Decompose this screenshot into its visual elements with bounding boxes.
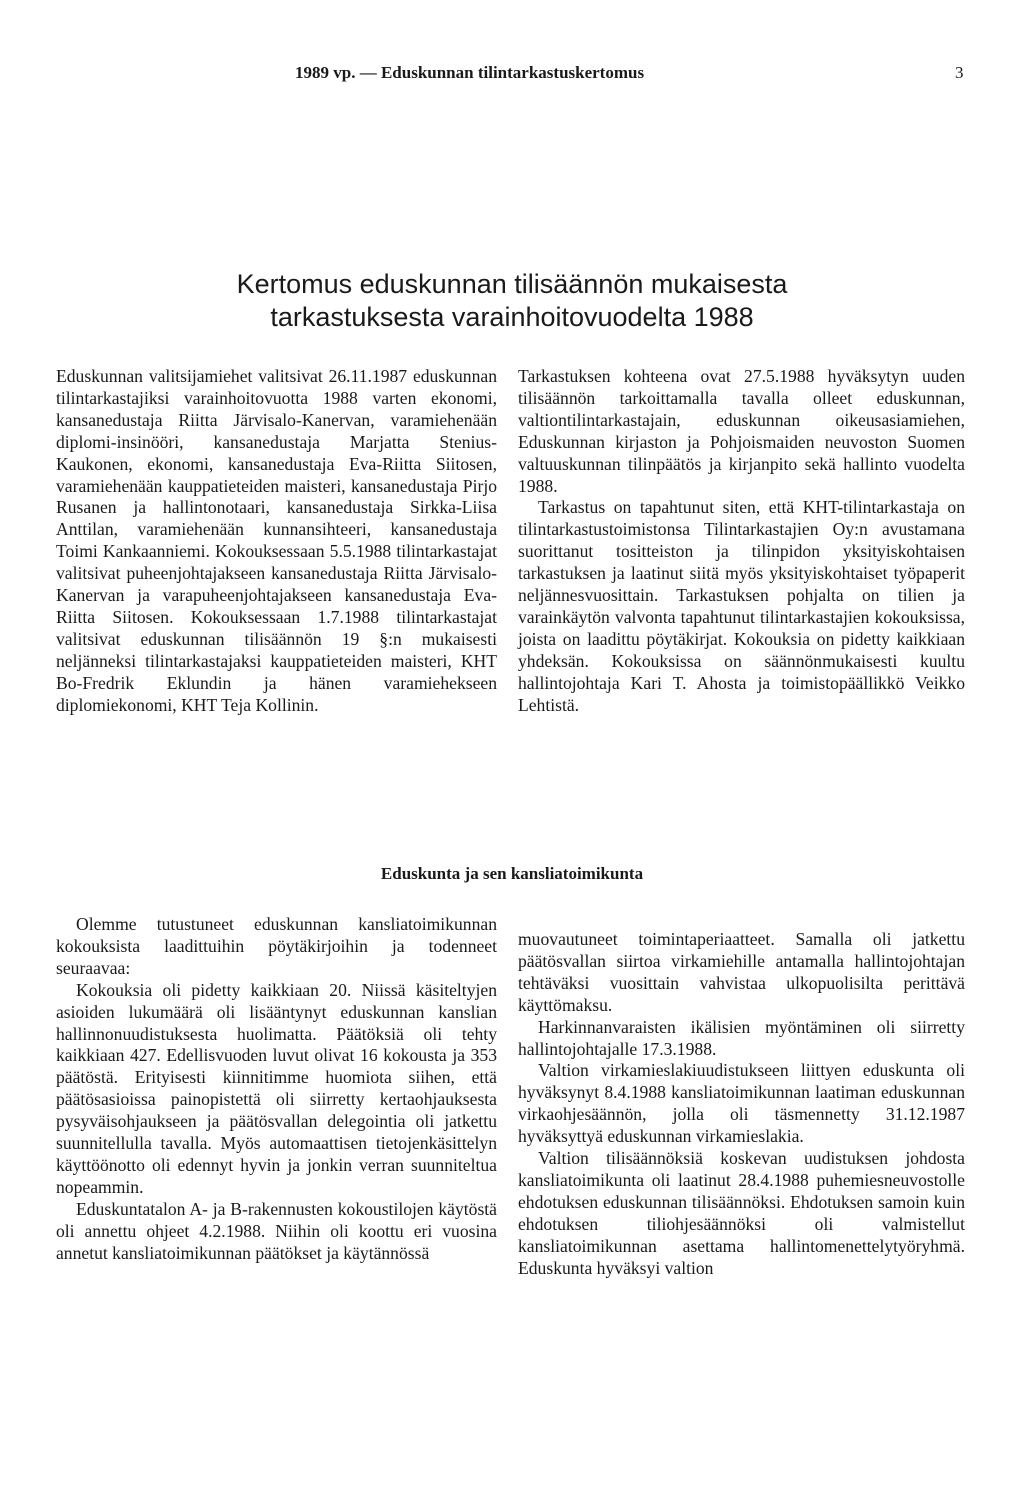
paragraph: Tarkastus on tapahtunut siten, että KHT-tilintarkastaja on tilintarkastustoimistonsa Tilintarkastajien Oy:n avustamana suorittanut tositteiston ja tilinpidon yksityiskohtaisen tarkastuksen ja laatinut siitä myös yksityiskohtaiset työpaperit neljännesvuosittain. Tarkastuksen pohjalta on tilien ja varainkäytön valvonta tapahtunut tilintarkastajien kokouksissa, joista on laadittu pöytäkirjat. Kokouksia on pidetty kaikkiaan yhdeksän. Kokouksissa on säännönmukaisesti kuultu hallintojohtaja Kari T. Ahosta ja toimistopäällikkö Veikko Lehtistä. bbox=[518, 497, 965, 715]
paragraph: Harkinnanvaraisten ikälisien myöntäminen oli siirretty hallintojohtajalle 17.3.1988. bbox=[518, 1016, 965, 1059]
document-title bbox=[0, 268, 1024, 334]
section2-right-column bbox=[518, 929, 965, 1280]
paragraph: Tarkastuksen kohteena ovat 27.5.1988 hyväksytyn uuden tilisäännön tarkoittamalla tavalla olleet eduskunnan, valtiontilintarkastajain, eduskunnan oikeusasiamiehen, Eduskunnan kirjaston ja Pohjoismaiden neuvoston Suomen valtuuskunnan tilinpäätös ja kirjanpito sekä hallinto vuodelta 1988. bbox=[518, 366, 965, 496]
section2-left-column bbox=[56, 914, 497, 1265]
paragraph: Kokouksia oli pidetty kaikkiaan 20. Niissä käsiteltyjen asioiden lukumäärä oli lisääntynyt eduskunnan kanslian hallinnonuudistuksesta huolimatta. Päätöksiä oli tehty kaikkiaan 427. Edellisvuoden luvut olivat 16 kokousta ja 353 päätöstä. Erityisesti kiinnitimme huomiota siihen, että päätösasioissa painopistettä oli siirretty kertaohjauksesta pysyväisohjaukseen ja päätösvallan delegointia oli jatkettu suunnitellulla tavalla. Myös automaattisen tietojenkäsittelyn käyttöönotto oli edennyt hyvin ja jonkin verran suunniteltua nopeammin. bbox=[56, 979, 497, 1197]
running-title: 1989 vp. — Eduskunnan tilintarkastuskertomus bbox=[295, 63, 645, 82]
section1-right-column bbox=[518, 366, 965, 717]
section-heading: Eduskunta ja sen kansliatoimikunta bbox=[380, 864, 644, 883]
paragraph: Olemme tutustuneet eduskunnan kansliatoimikunnan kokouksista laadittuihin pöytäkirjoihin ja todenneet seuraavaa: bbox=[56, 914, 497, 978]
title-line-1: Kertomus eduskunnan tilisäännön mukaisesta bbox=[236, 269, 788, 299]
paragraph: Valtion tilisäännöksiä koskevan uudistuksen johdosta kansliatoimikunta oli laatinut 28.4.1988 puhemiesneuvostolle ehdotuksen eduskunnan tilisäännöksi. Ehdotuksen samoin kuin ehdotuksen tiliohjesäännöksi oli valmistellut kansliatoimikunnan asettama hallintomenettelytyöryhmä. Eduskunta hyväksyi valtion bbox=[518, 1148, 965, 1278]
paragraph: Valtion virkamieslakiuudistukseen liittyen eduskunta oli hyväksynyt 8.4.1988 kansliatoimikunnan laatiman eduskunnan virkaohjesäännön, jolla oli täsmennetty 31.12.1987 hyväksyttyä eduskunnan virkamieslakia. bbox=[518, 1060, 965, 1147]
section1-left-column bbox=[56, 366, 497, 717]
paragraph: Eduskuntatalon A- ja B-rakennusten kokoustilojen käytöstä oli annettu ohjeet 4.2.1988. Niihin oli koottu eri vuosina annetut kansliatoimikunnan päätökset ja käytännössä bbox=[56, 1198, 497, 1263]
paragraph: muovautuneet toimintaperiaatteet. Samalla oli jatkettu päätösvallan siirtoa virkamiehille antamalla hallintojohtajan tehtäväksi vuosittain vahvistaa ulkopuolisilta perittävä käyttömaksu. bbox=[518, 929, 965, 1015]
page-number: 3 bbox=[955, 63, 964, 82]
paragraph: Eduskunnan valitsijamiehet valitsivat 26.11.1987 eduskunnan tilintarkastajiksi varainhoitovuotta 1988 varten ekonomi, kansanedustaja Riitta Järvisalo-Kanervan, varamiehenään diplomi-insinööri, kansanedustaja Marjatta Stenius-Kaukonen, ekonomi, kansanedustaja Eva-Riitta Siitosen, varamiehenään kauppatieteiden maisteri, kansanedustaja Pirjo Rusanen ja hallintonotaari, kansanedustaja Sirkka-Liisa Anttilan, varamiehenään kunnansihteeri, kansanedustaja Toimi Kankaanniemi. Kokouksessaan 5.5.1988 tilintarkastajat valitsivat puheenjohtajakseen kansanedustaja Riitta Järvisalo-Kanervan ja varapuheenjohtajakseen kansanedustaja Eva-Riitta Siitosen. Kokouksessaan 1.7.1988 tilintarkastajat valitsivat eduskunnan tilisäännön 19 §:n mukaisesti neljänneksi tilintarkastajaksi kauppatieteiden maisteri, KHT Bo-Fredrik Eklundin ja hänen varamiehekseen diplomiekonomi, KHT Teja Kollinin. bbox=[56, 366, 497, 715]
title-line-2: tarkastuksesta varainhoitovuodelta 1988 bbox=[270, 302, 754, 332]
